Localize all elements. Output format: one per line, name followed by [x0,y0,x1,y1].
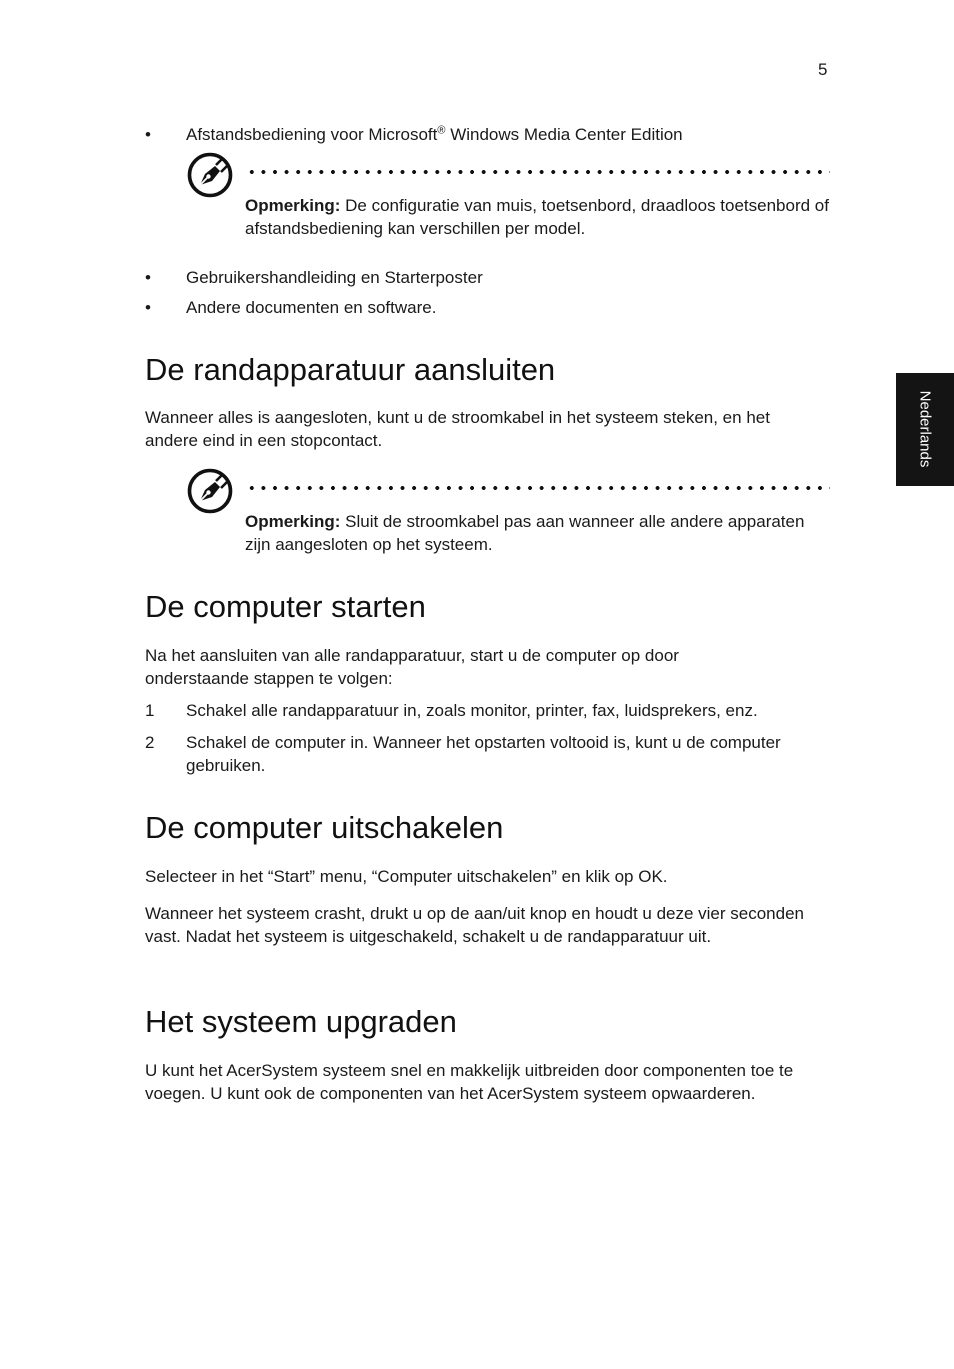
step-text: Schakel de computer in. Wanneer het opstarten voltooid is, kunt u de computer gebruiken. [186,733,781,775]
section-heading: De randapparatuur aansluiten [145,352,556,387]
note [245,194,835,240]
page-number: 5 [818,60,828,79]
note-label: Opmerking: [245,512,341,531]
section-heading: Het systeem upgraden [145,1004,457,1039]
bullet: • [145,125,151,144]
language-tab-label: Nederlands [916,390,934,468]
paragraph: Wanneer het systeem crasht, drukt u op de aan/uit knop en houdt u deze vier seconden vast. Nadat het systeem is uitgeschakeld, schakelt u de randapparatuur uit. [145,904,804,946]
list-item: Andere documenten en software. [186,298,437,317]
step-number: 1 [145,701,155,720]
paragraph: U kunt het AcerSystem systeem snel en makkelijk uitbreiden door componenten toe te voegen. U kunt ook de componenten van het AcerSystem systeem opwaarderen. [145,1061,794,1103]
note-body: De configuratie van muis, toetsenbord, draadloos toetsenbord of afstandsbediening kan verschillen per model. [245,196,829,238]
paragraph: Selecteer in het “Start” menu, “Computer uitschakelen” en klik op OK. [145,867,668,886]
bullet: • [145,298,151,317]
list-item: Gebruikershandleiding en Starterposter [186,268,483,287]
note-divider [246,486,830,490]
list-item-text-rest: Windows Media Center Edition [445,125,683,144]
note-pen-icon [187,468,233,514]
paragraph: Wanneer alles is aangesloten, kunt u de stroomkabel in het systeem steken, en het andere eind in een stopcontact. [145,408,770,450]
step-number: 2 [145,733,155,752]
note-body: Sluit de stroomkabel pas aan wanneer alle andere apparaten zijn aangesloten op het systeem. [245,512,805,554]
list-item-text: Afstandsbediening voor Microsoft [186,125,438,144]
list-item [186,123,836,146]
note-divider [246,170,830,174]
section-heading: De computer uitschakelen [145,810,504,845]
paragraph: Na het aansluiten van alle randapparatuur, start u de computer op door onderstaande stappen te volgen: [145,646,679,688]
registered-mark: ® [437,124,446,137]
note-label: Opmerking: [245,196,341,215]
step-text: Schakel alle randapparatuur in, zoals monitor, printer, fax, luidsprekers, enz. [186,701,758,720]
bullet: • [145,268,151,287]
language-tab [896,373,954,486]
section-heading: De computer starten [145,589,426,624]
note [245,510,805,556]
note-pen-icon [187,152,233,198]
